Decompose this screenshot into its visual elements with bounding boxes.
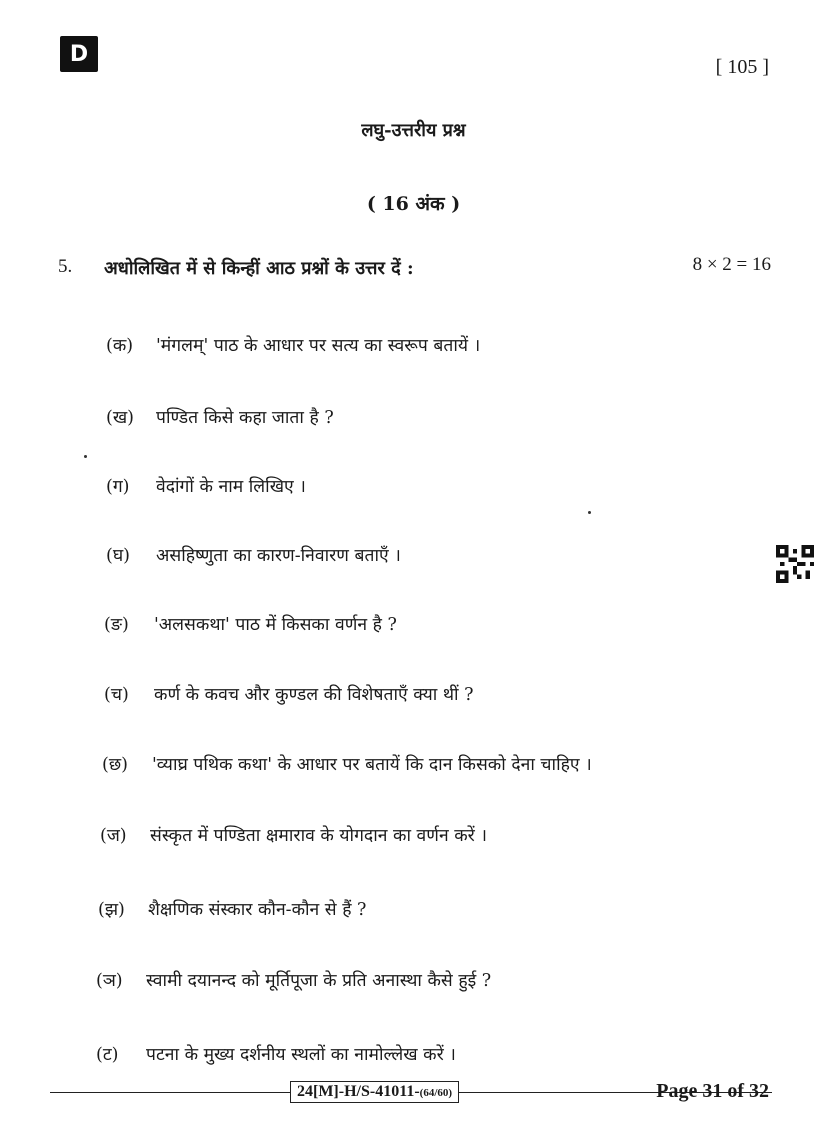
- item-label: (च): [104, 685, 129, 705]
- item-label: (झ): [98, 900, 125, 920]
- item-text: शैक्षणिक संस्कार कौन-कौन से हैं ?: [148, 900, 367, 920]
- item-label: (क): [106, 336, 134, 356]
- scan-speck: [84, 455, 87, 458]
- footer-code: [290, 1081, 459, 1103]
- item-label: (ट): [96, 1045, 119, 1065]
- question-marks: 8 × 2 = 16: [692, 254, 771, 275]
- item-label: (छ): [102, 755, 128, 775]
- item-label: (ङ): [104, 615, 129, 635]
- item-label: (ग): [106, 477, 130, 497]
- question-item: [106, 333, 480, 357]
- item-label: (घ): [106, 546, 130, 566]
- item-text: 'व्याघ्र पथिक कथा' के आधार पर बतायें कि दान किसको देना चाहिए ।: [152, 755, 592, 775]
- question-item: [104, 612, 397, 636]
- question-item: [104, 682, 474, 706]
- footer-code-suffix: (64/60): [419, 1087, 453, 1099]
- question-item: [106, 474, 306, 498]
- section-badge: D: [60, 36, 98, 72]
- footer-page-number: Page 31 of 32: [656, 1080, 769, 1102]
- item-label: (ज): [100, 826, 127, 846]
- section-marks: ( 16 अंक ): [366, 193, 461, 215]
- question-item: [102, 752, 592, 776]
- question-item: [106, 543, 401, 567]
- question-item: [96, 1042, 456, 1066]
- item-text: स्वामी दयानन्द को मूर्तिपूजा के प्रति अनास्था कैसे हुई ?: [146, 971, 492, 991]
- question-item: [96, 968, 491, 992]
- section-title: लघु-उत्तरीय प्रश्न: [361, 120, 466, 141]
- item-label: (ञ): [96, 971, 123, 991]
- item-text: कर्ण के कवच और कुण्डल की विशेषताएँ क्या थीं ?: [154, 685, 474, 705]
- question-item: [98, 897, 366, 921]
- item-text: पटना के मुख्य दर्शनीय स्थलों का नामोल्लेख करें ।: [146, 1045, 456, 1065]
- qr-code-icon: [776, 545, 814, 583]
- item-text: पण्डित किसे कहा जाता है ?: [156, 408, 334, 428]
- question-instruction: अधोलिखित में से किन्हीं आठ प्रश्नों के उत्तर दें :: [104, 258, 414, 279]
- item-text: 'अलसकथा' पाठ में किसका वर्णन है ?: [154, 615, 397, 635]
- footer-code-main: 24[M]-H/S-41011-: [297, 1083, 420, 1100]
- item-text: वेदांगों के नाम लिखिए ।: [156, 477, 306, 497]
- question-item: [106, 405, 334, 429]
- item-text: 'मंगलम्' पाठ के आधार पर सत्य का स्वरूप बतायें ।: [156, 336, 481, 356]
- question-number: 5.: [58, 256, 73, 277]
- question-item: [100, 823, 487, 847]
- page-code: [ 105 ]: [715, 56, 769, 78]
- item-label: (ख): [106, 408, 134, 428]
- item-text: असहिष्णुता का कारण-निवारण बताएँ ।: [156, 546, 401, 566]
- item-text: संस्कृत में पण्डिता क्षमाराव के योगदान का वर्णन करें ।: [150, 826, 488, 846]
- scan-speck: [588, 511, 591, 514]
